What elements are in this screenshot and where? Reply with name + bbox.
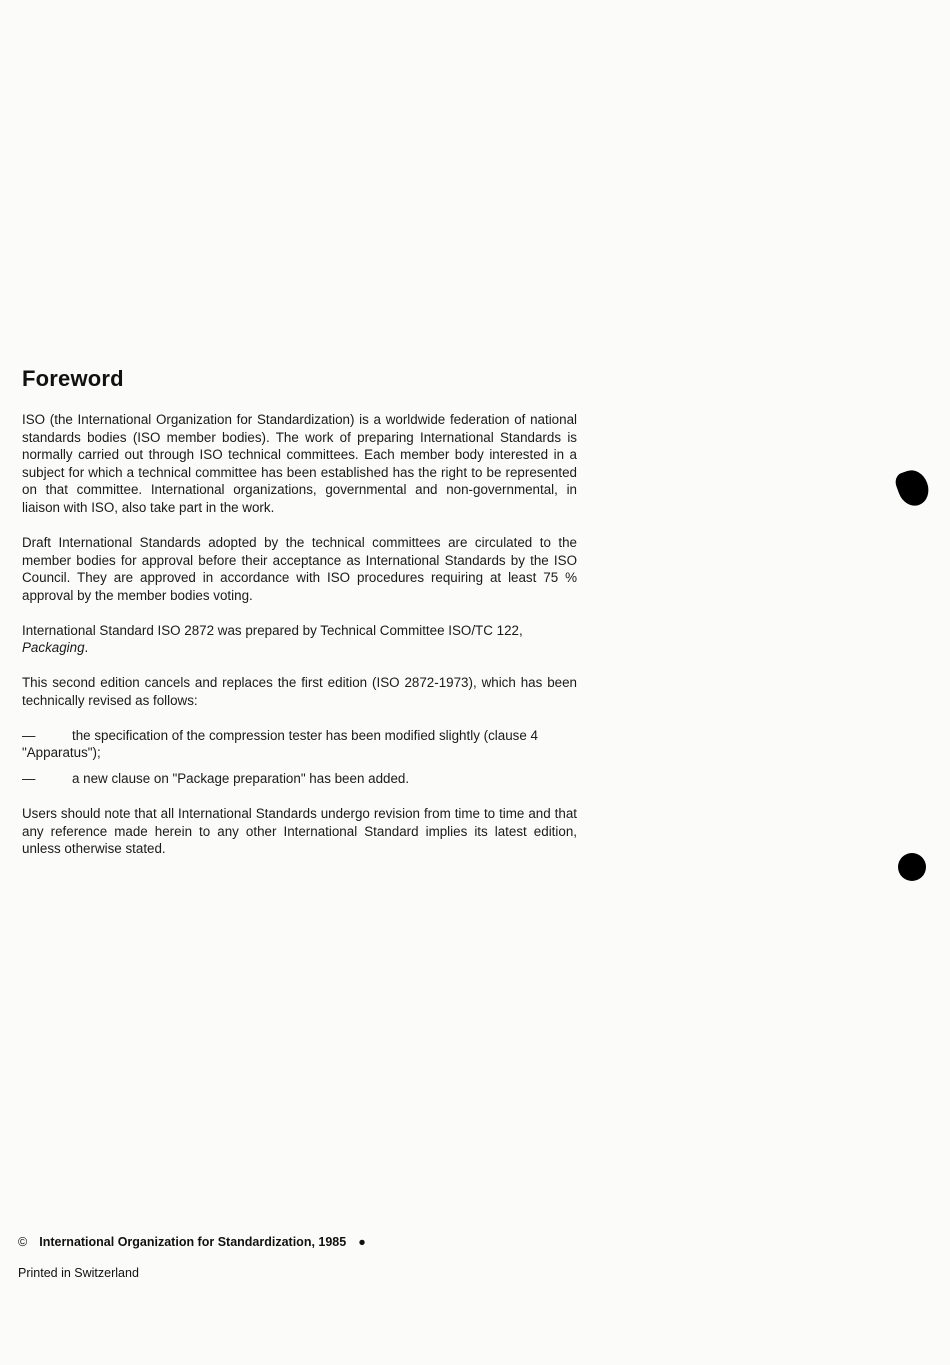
- dash-marker: —: [22, 727, 36, 743]
- bullet-icon: ●: [358, 1235, 366, 1249]
- paragraph-users-note: Users should note that all International Standards undergo revision from time to time and that any reference made herein to any other International Standard implies its latest edition, unless otherwise stated.: [22, 806, 577, 857]
- list-item: [22, 770, 577, 788]
- paragraph-prepared-by: [22, 622, 577, 657]
- paragraph-iso-intro: ISO (the International Organization for Standardization) is a worldwide federation of national standards bodies (ISO member bodies). The work of preparing International Standards is normally carried out through ISO technical committees. Each member body interested in a subject for which a technical committee has been established has the right to be represented on that committee. International organizations, governmental and non-governmental, in liaison with ISO, also take part in the work.: [22, 412, 577, 515]
- prepared-by-end: .: [84, 640, 89, 656]
- revision-list: [22, 727, 577, 788]
- list-item-text: the specification of the compression tester has been modified slightly (clause 4 "Apparatus");: [22, 727, 538, 761]
- printed-in: Printed in Switzerland: [18, 1266, 139, 1280]
- dash-marker: —: [22, 771, 36, 787]
- foreword-body: [22, 411, 577, 875]
- paragraph-edition: This second edition cancels and replaces the first edition (ISO 2872-1973), which has been technically revised as follows:: [22, 675, 577, 708]
- page-title: Foreword: [22, 366, 124, 391]
- paragraph-draft-standards: Draft International Standards adopted by the technical committees are circulated to the member bodies for approval before their acceptance as International Standards by the ISO Council. They are approved in accordance with ISO procedures requiring at least 75 % approval by the member bodies voting.: [22, 534, 577, 603]
- committee-name: Packaging: [22, 640, 85, 656]
- list-item: [22, 727, 577, 762]
- copyright-line: [18, 1235, 366, 1249]
- punch-hole-mark: [893, 466, 934, 510]
- list-item-text: a new clause on "Package preparation" has been added.: [72, 771, 410, 787]
- copyright-text: International Organization for Standardization, 1985: [39, 1235, 347, 1249]
- copyright-icon: ©: [18, 1235, 28, 1249]
- prepared-by-text: International Standard ISO 2872 was prepared by Technical Committee ISO/TC 122,: [22, 622, 523, 638]
- punch-hole-mark: [898, 853, 926, 881]
